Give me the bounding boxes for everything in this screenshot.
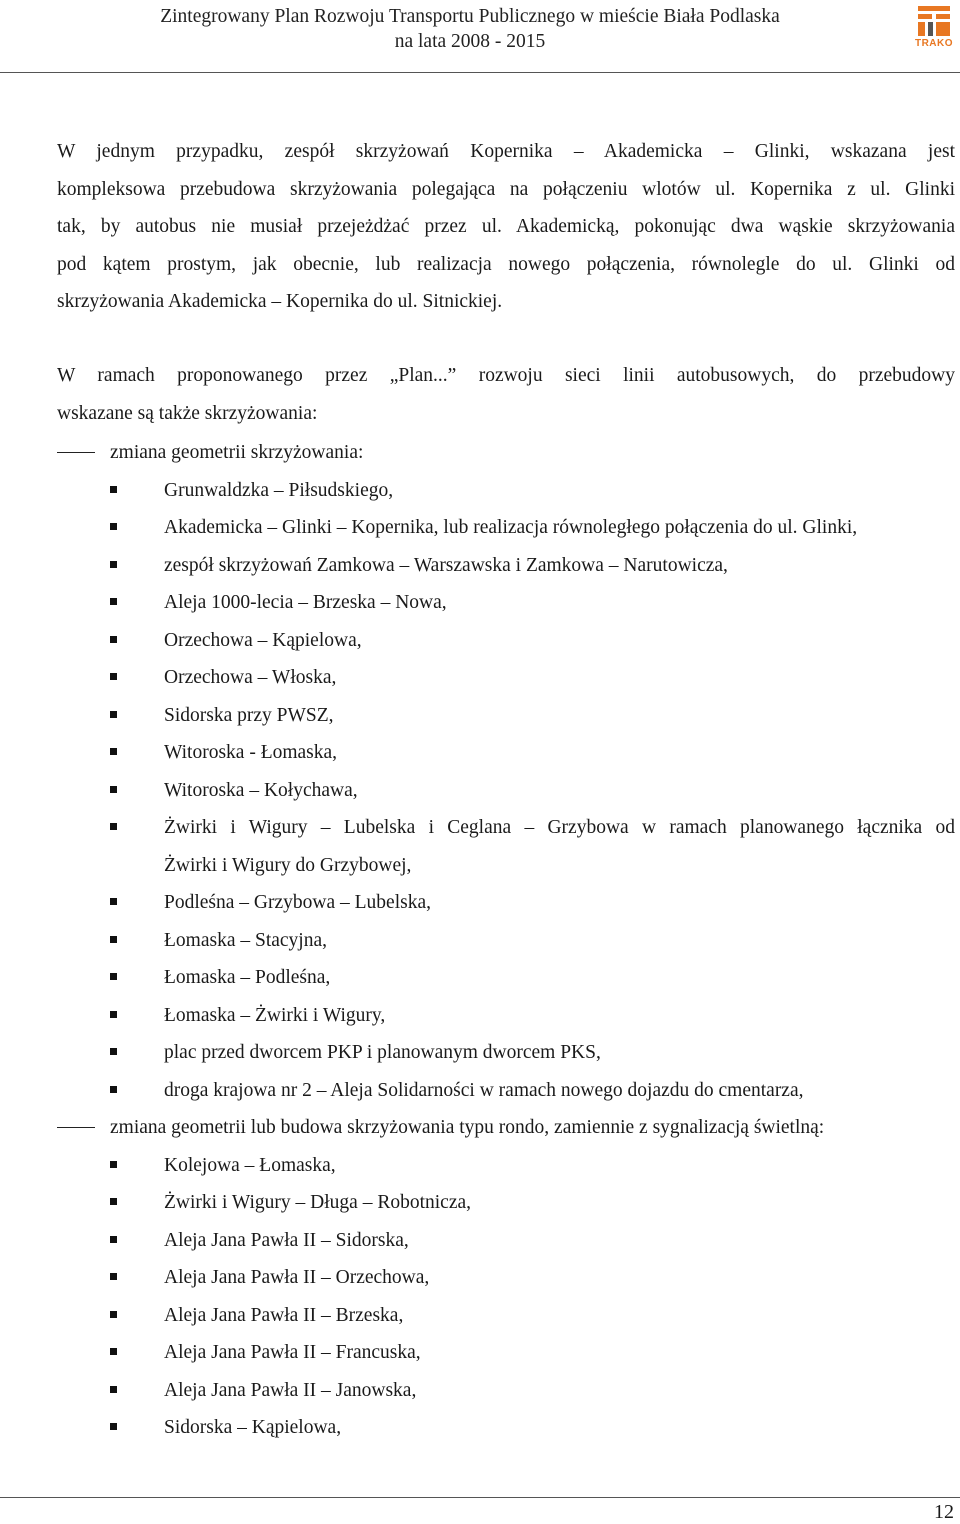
list-item: Sidorska przy PWSZ, (164, 704, 334, 726)
square-bullet-icon (110, 598, 117, 605)
list-item: Łomaska – Podleśna, (164, 967, 331, 988)
page-header (0, 0, 960, 72)
list-item: Aleja Jana Pawła II – Sidorska, (164, 1229, 409, 1251)
list-item: Podleśna – Grzybowa – Lubelska, (164, 892, 431, 913)
paragraph-line: tak, by autobus nie musiał przejeżdżać przez ul. Akademicką, pokonując dwa wąskie skrzyżowania (57, 216, 955, 237)
list-item: Witoroska – Kołychawa, (164, 779, 358, 801)
square-bullet-icon (110, 523, 117, 530)
paragraph-1 (57, 133, 955, 321)
list-item: Aleja Jana Pawła II – Brzeska, (164, 1304, 404, 1326)
document-title-line1: Zintegrowany Plan Rozwoju Transportu Publicznego w mieście Biała Podlaska (160, 6, 780, 27)
square-bullet-icon (110, 1311, 117, 1318)
list-item: Aleja 1000-lecia – Brzeska – Nowa, (164, 592, 447, 613)
document-title (40, 4, 900, 54)
document-title-line2: na lata 2008 - 2015 (394, 31, 546, 52)
paragraph-line: W ramach proponowanego przez „Plan...” rozwoju sieci linii autobusowych, do przebudowy (57, 365, 955, 386)
list-item: Łomaska – Żwirki i Wigury, (164, 1004, 386, 1026)
footer-divider (0, 1497, 960, 1498)
square-bullet-icon (110, 823, 117, 830)
square-bullet-icon (110, 1273, 117, 1280)
square-bullet-icon (110, 1236, 117, 1243)
list-item: droga krajowa nr 2 – Aleja Solidarności w ramach nowego dojazdu do cmentarza, (164, 1079, 804, 1101)
trako-logo-mark (912, 2, 956, 38)
square-bullet-icon (110, 786, 117, 793)
square-bullet-icon (110, 711, 117, 718)
list-group-label: zmiana geometrii skrzyżowania: (110, 442, 364, 463)
list-item: Aleja Jana Pawła II – Francuska, (164, 1342, 421, 1363)
dash-bullet-icon (57, 452, 95, 453)
square-bullet-icon (110, 1086, 117, 1093)
paragraph-2 (57, 357, 955, 432)
list-group-label: zmiana geometrii lub budowa skrzyżowania typu rondo, zamiennie z sygnalizacją świetlną: (110, 1117, 825, 1138)
dash-bullet-icon (57, 1127, 95, 1128)
list-item: Żwirki i Wigury – Lubelska i Ceglana – Grzybowa w ramach planowanego łącznika od (164, 817, 955, 838)
list-item: Aleja Jana Pawła II – Orzechowa, (164, 1267, 430, 1288)
square-bullet-icon (110, 1048, 117, 1055)
paragraph-line: skrzyżowania Akademicka – Kopernika do ul. Sitnickiej. (57, 291, 503, 312)
square-bullet-icon (110, 898, 117, 905)
list-item: Orzechowa – Kąpielowa, (164, 629, 362, 651)
page-number: 12 (934, 1501, 954, 1523)
list-item: Aleja Jana Pawła II – Janowska, (164, 1379, 417, 1401)
list-item: plac przed dworcem PKP i planowanym dworcem PKS, (164, 1042, 601, 1063)
paragraph-line: W jednym przypadku, zespół skrzyżowań Kopernika – Akademicka – Glinki, wskazana jest (57, 141, 955, 162)
paragraph-line: wskazane są także skrzyżowania: (57, 402, 318, 424)
square-bullet-icon (110, 636, 117, 643)
square-bullet-icon (110, 1161, 117, 1168)
list-item: zespół skrzyżowań Zamkowa – Warszawska i Zamkowa – Narutowicza, (164, 554, 728, 576)
list-item: Kolejowa – Łomaska, (164, 1154, 336, 1176)
list-item: Sidorska – Kąpielowa, (164, 1417, 342, 1438)
square-bullet-icon (110, 1011, 117, 1018)
square-bullet-icon (110, 973, 117, 980)
list-item: Żwirki i Wigury do Grzybowej, (164, 854, 412, 876)
list-item: Żwirki i Wigury – Długa – Robotnicza, (164, 1192, 472, 1213)
square-bullet-icon (110, 486, 117, 493)
list-item: Witoroska - Łomaska, (164, 742, 338, 763)
square-bullet-icon (110, 936, 117, 943)
square-bullet-icon (110, 1423, 117, 1430)
paragraph-line: kompleksowa przebudowa skrzyżowania polegająca na połączeniu wlotów ul. Kopernika z ul. Glinki (57, 178, 955, 200)
list-item: Akademicka – Glinki – Kopernika, lub realizacja równoległego połączenia do ul. Glinki, (164, 517, 858, 538)
list-item: Grunwaldzka – Piłsudskiego, (164, 479, 394, 501)
square-bullet-icon (110, 561, 117, 568)
trako-logo (912, 2, 956, 50)
square-bullet-icon (110, 748, 117, 755)
square-bullet-icon (110, 1198, 117, 1205)
square-bullet-icon (110, 673, 117, 680)
square-bullet-icon (110, 1348, 117, 1355)
list-item: Orzechowa – Włoska, (164, 667, 337, 688)
header-divider (0, 72, 960, 73)
paragraph-line: pod kątem prostym, jak obecnie, lub realizacja nowego połączenia, równolegle do ul. Glinki od (57, 253, 955, 275)
list-item: Łomaska – Stacyjna, (164, 929, 327, 951)
logo-text: TRAKO (914, 38, 954, 49)
square-bullet-icon (110, 1386, 117, 1393)
